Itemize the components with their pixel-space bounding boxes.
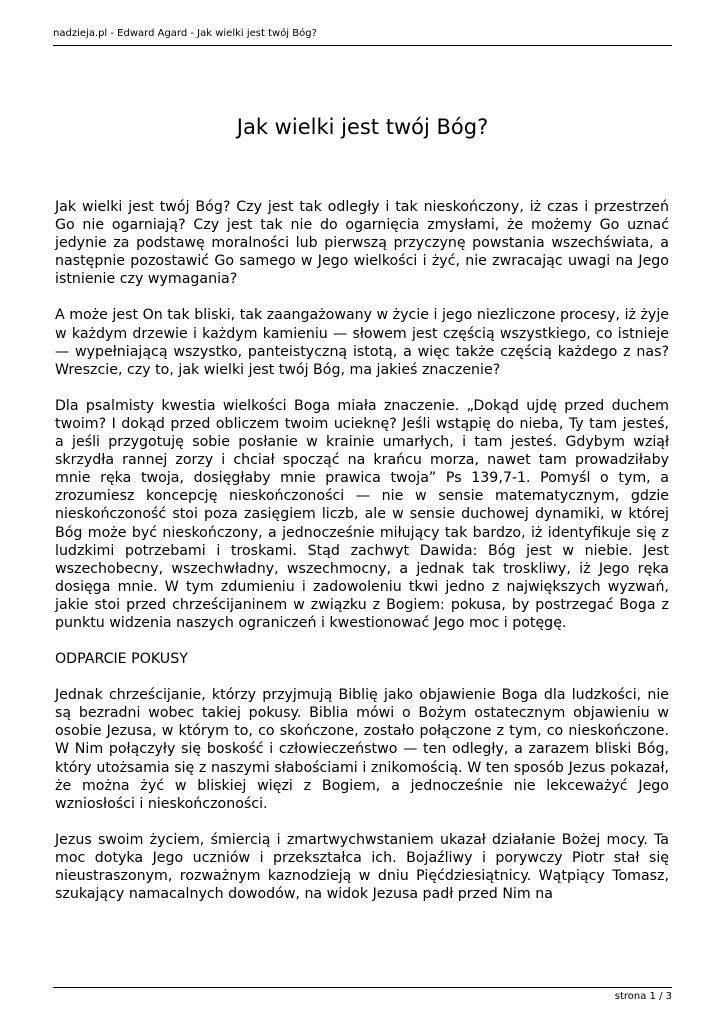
article-title: Jak wielki jest twój Bóg?: [236, 115, 489, 139]
paragraph-4: Jednak chrześcijanie, którzy przyjmują Biblię jako objawienie Boga dla ludzkości, nie są bezradni wobec takiej pokusy. Biblia mówi o Bożym ostatecznym objawieniu w osobie Jezusa, w którym to, co skończone, zostało połączone z tym, co nieskończone. W Nim połączyły się boskość i człowieczeństwo — ten odległy, a zarazem bliski Bóg, który utożsamia się z naszymi słabościami i znikomością. W ten sposób Jezus pokazał, że można żyć w bliskiej więzi z Bogiem, a jednocześnie nie lekceważyć Jego wzniosłości i nieskończoności.: [55, 687, 669, 812]
page-header: nadzieja.pl - Edward Agard - Jak wielki jest twój Bóg?: [53, 28, 317, 39]
paragraph-3: Dla psalmisty kwestia wielkości Boga miała znaczenie. „Dokąd ujdę przed duchem twoim? I dokąd przed obliczem twoim ucieknę? Jeśli wstąpię do nieba, Ty tam jesteś, a jeśli przygotuję sobie posłanie w krainie umarłych, i tam jesteś. Gdybym wziął skrzydła rannej zorzy i chciał spocząć na krańcu morza, nawet tam prowadziłaby mnie ręka twoja, dosięgłaby mnie prawica twoja” Ps 139,7-1. Pomyśl o tym, a zrozumiesz koncepcję nieskończoności — nie w sensie matematycznym, gdzie nieskończoność stoi poza zasięgiem liczb, ale w sensie duchowej dynamiki, w której Bóg może być nieskończony, a jednocześnie miłujący tak bardzo, iż identyfikuje się z ludzkimi potrzebami i troskami. Stąd zachwyt Dawida: Bóg jest w niebie. Jest wszechobecny, wszechwładny, wszechmocny, a jednak tak troskliwy, iż Jego ręka dosięga mnie. W tym zdumieniu i zadowoleniu tkwi jedno z największych wyzwań, jakie stoi przed chrześcijaninem w związku z Bogiem: pokusa, by postrzegać Boga z punktu widzenia naszych ograniczeń i kwestionować Jego moc i potęgę.: [55, 397, 669, 631]
paragraph-5: Jezus swoim życiem, śmiercią i zmartwychwstaniem ukazał działanie Bożej mocy. Ta moc dotyka Jego uczniów i przekształca ich. Bojaźliwy i porywczy Piotr stał się nieustraszonym, rozważnym kaznodzieją w dniu Pięćdziesiątnicy. Wątpiący Tomasz, szukający namacalnych dowodów, na widok Jezusa padł przed Nim na: [55, 831, 669, 903]
paragraph-1: Jak wielki jest twój Bóg? Czy jest tak odległy i tak nieskończony, iż czas i przestrzeń Go nie ogarniają? Czy jest tak nie do ogarnięcia zmysłami, że możemy Go uznać jedynie za podstawę moralności lub pierwszą przyczynę powstania wszechświata, a następnie pozostawić Go samego w Jego wielkości i żyć, nie zwracając uwagi na Jego istnienie czy wymagania?: [55, 199, 669, 288]
footer-divider: [53, 987, 672, 988]
section-heading: ODPARCIE POKUSY: [55, 651, 188, 668]
article-body: [55, 198, 669, 921]
paragraph-2: A może jest On tak bliski, tak zaangażowany w życie i jego niezliczone procesy, iż żyje w każdym drzewie i każdym kamieniu — słowem jest częścią wszystkiego, co istnieje — wypełniającą wszystko, panteistyczną istotą, a więc także częścią każdego z nas? Wreszcie, czy to, jak wielki jest twój Bóg, ma jakieś znaczenie?: [55, 307, 669, 378]
header-divider: [53, 45, 672, 46]
page-number: strona 1 / 3: [614, 991, 672, 1002]
